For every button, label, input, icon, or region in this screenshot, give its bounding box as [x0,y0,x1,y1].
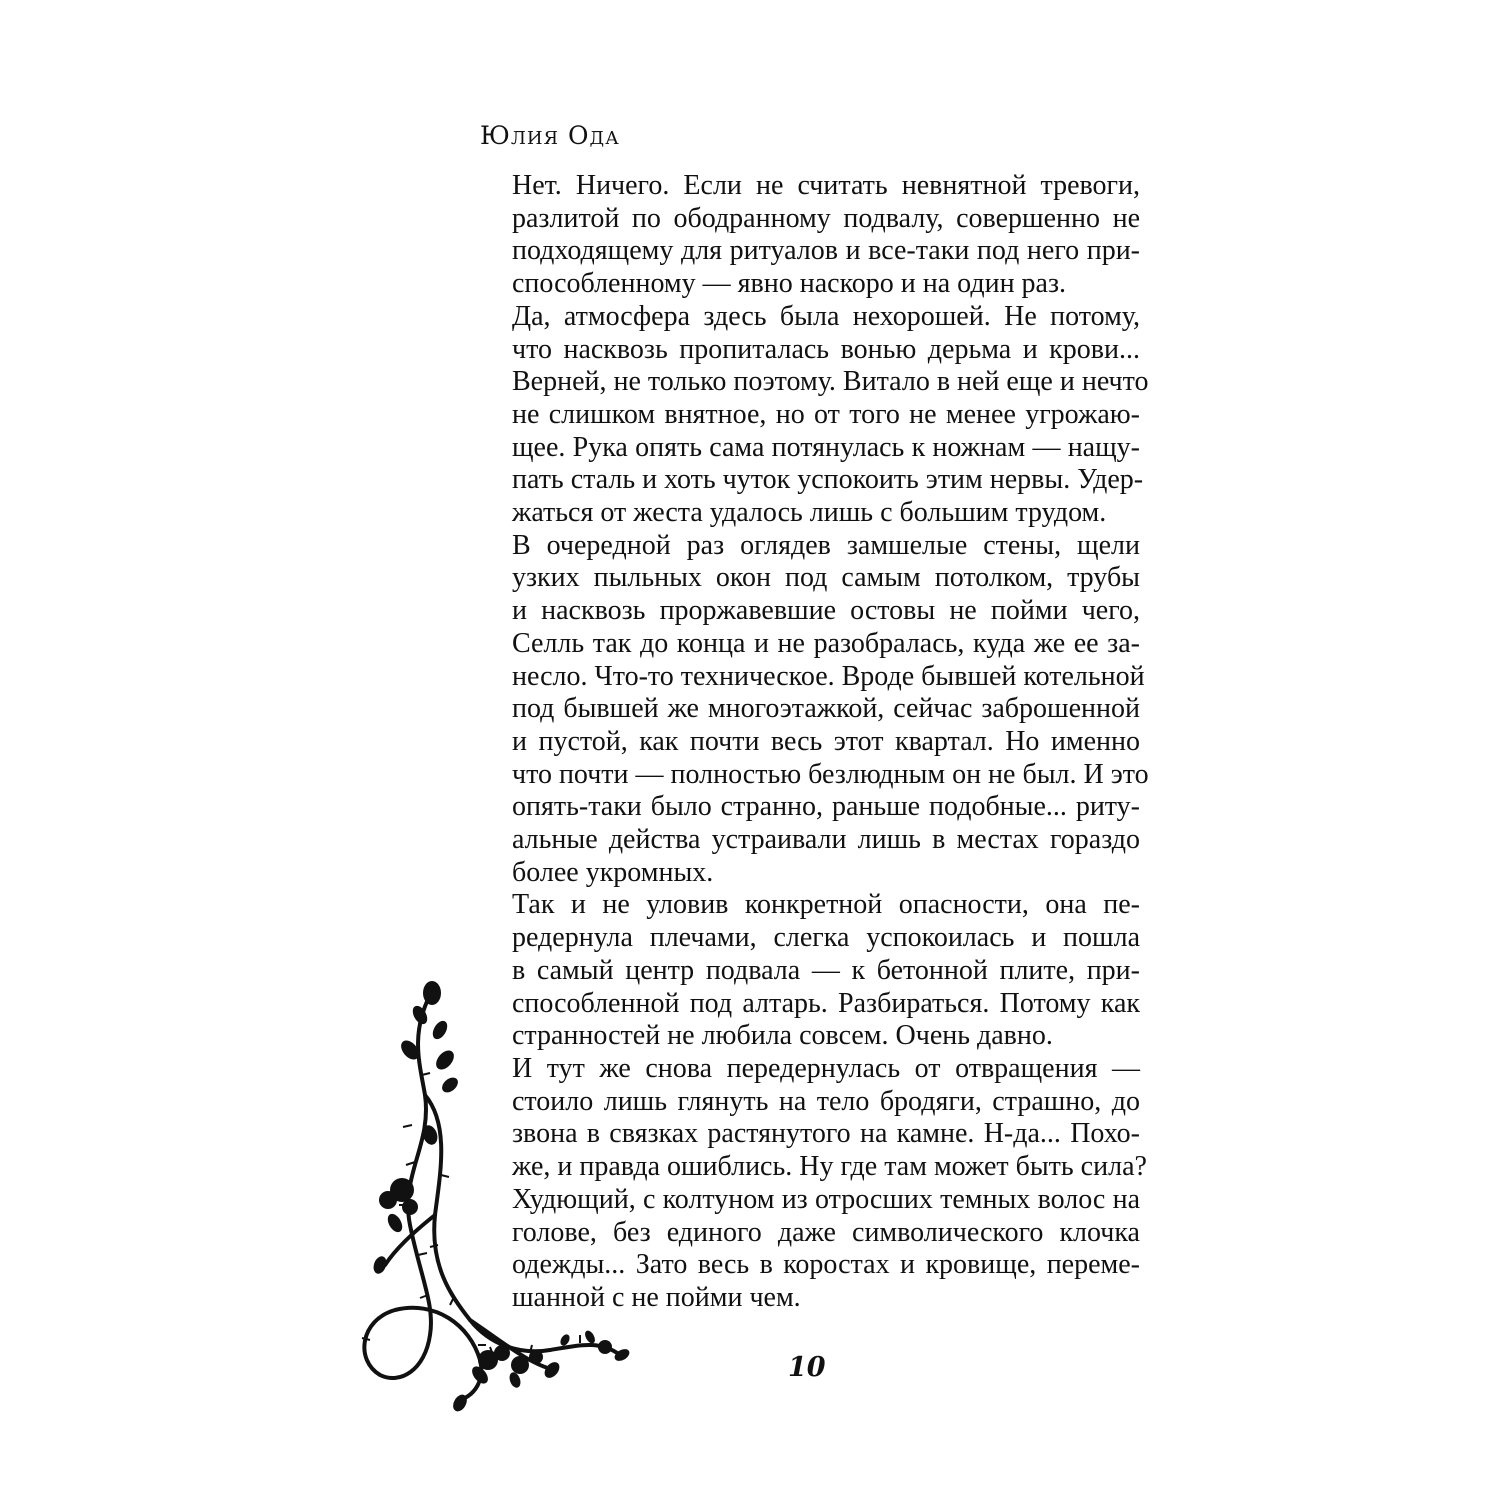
text-line: в самый центр подвала — к бетонной плите, при- [512,954,1140,986]
paragraph [480,170,1140,301]
text-line: разлитой по ободранному подвалу, совершенно не [512,202,1140,234]
text-line: под бывшей же многоэтажкой, сейчас заброшенной [512,693,1140,725]
text-line: же, и правда ошиблись. Ну где там может быть сила? [512,1151,1147,1183]
text-line: шанной с не пойми чем. [512,1281,801,1313]
text-line: звона в связках растянутого на камне. Н-да... Похо- [512,1118,1140,1150]
text-line: стоило лишь глянуть на тело бродяги, страшно, до [512,1085,1140,1117]
text-line: голове, без единого даже символического клочка [512,1216,1140,1248]
text-line: Нет. Ничего. Если не считать невнятной тревоги, [512,170,1140,201]
text-line: щее. Рука опять сама потянулась к ножнам — нащу- [512,431,1140,463]
text-line: способленной под алтарь. Разбираться. Потому как [512,987,1140,1019]
text-line: И тут же снова передернулась от отвращения — [512,1052,1140,1084]
paragraph [480,300,1149,530]
text-line: Так и не уловив конкретной опасности, она пе- [512,889,1140,921]
text-line: В очередной раз оглядев замшелые стены, щели [512,529,1140,561]
text-line: Селль так до конца и не разобралась, куда же ее за- [512,627,1140,659]
running-head: Юлия Ода [480,121,620,150]
text-line: узких пыльных окон под самым потолком, трубы [512,562,1140,594]
text-line: и пустой, как почти весь этот квартал. Но именно [512,725,1140,757]
page-number: 10 [788,1352,826,1383]
text-line: что насквозь пропиталась вонью дерьма и крови... [512,333,1140,365]
rose-vine-icon [340,975,640,1415]
text-line: альные действа устраивали лишь в местах гораздо [512,824,1140,856]
text-line: редернула плечами, слегка успокоилась и пошла [512,922,1140,954]
text-line: Да, атмосфера здесь была нехорошей. Не потому, [512,300,1140,332]
text-line: подходящему для ритуалов и все-таки под него при- [512,235,1140,267]
text-line: способленному — явно наскоро и на один раз. [512,268,1067,300]
paragraph [480,529,1149,890]
text-line: опять-таки было странно, раньше подобные... риту- [512,791,1140,823]
text-line: странностей не любила совсем. Очень давно. [512,1020,1053,1052]
text-line: пать сталь и хоть чуток успокоить этим нервы. Удер- [512,464,1144,496]
text-line: Верней, не только поэтому. Витало в ней еще и нечто [512,366,1149,398]
text-line: несло. Что-то техническое. Вроде бывшей котельной [512,660,1145,692]
text-line: не слишком внятное, но от того не менее угрожаю- [512,398,1140,430]
text-line: и насквозь проржавевшие остовы не пойми чего, [512,595,1140,627]
text-line: более укромных. [512,856,714,888]
text-line: Худющий, с колтуном из отросших темных волос на [512,1183,1140,1215]
text-line: жаться от жеста удалось лишь с большим трудом. [512,497,1107,529]
text-line: что почти — полностью безлюдным он не был. И это [512,758,1149,790]
text-line: одежды... Зато весь в коростах и кровище, переме- [512,1249,1140,1281]
